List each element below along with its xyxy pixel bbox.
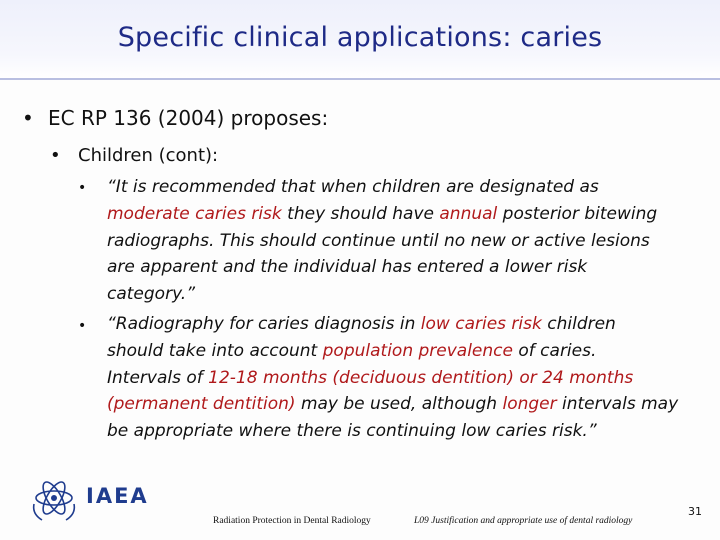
quote-text: they should have: [281, 203, 440, 224]
bullet-text: Children (cont):: [78, 145, 219, 166]
emphasis-text: (permanent dentition): [107, 394, 296, 415]
page-number: 31: [688, 505, 702, 518]
quote-text: may be used, although: [295, 394, 503, 415]
quote-text: are apparent and the individual has entered a lower risk: [107, 257, 588, 278]
title-band: [0, 0, 720, 80]
quote-text: of caries.: [512, 340, 597, 361]
quote-text: “It is recommended that when children are designated as: [107, 177, 599, 197]
quote-recommendation-low-risk: [107, 311, 712, 445]
footer-lesson-title: L09 Justification and appropriate use of dental radiology: [414, 516, 633, 526]
slide-title: Specific clinical applications: caries: [117, 22, 603, 53]
quote-text: “Radiography for caries diagnosis in: [107, 314, 421, 334]
quote-text: children: [541, 314, 616, 334]
quote-line: [107, 311, 712, 338]
quote-line: [107, 201, 712, 228]
emphasis-text: population prevalence: [322, 340, 513, 361]
quote-text: be appropriate where there is continuing low caries risk.”: [107, 421, 597, 442]
emphasis-text: longer: [502, 394, 557, 415]
emphasis-text: moderate caries risk: [107, 203, 282, 224]
quote-text: intervals may: [556, 394, 679, 415]
quote-line: [107, 338, 712, 365]
emphasis-text: annual: [439, 203, 498, 224]
quote-recommendation-moderate-risk: [107, 174, 712, 308]
quote-text: radiographs. This should continue until no new or active lesions: [107, 230, 650, 251]
bullet-marker: •: [78, 180, 87, 196]
footer-course-title: Radiation Protection in Dental Radiology: [213, 516, 371, 526]
quote-line: [107, 391, 712, 418]
bullet-marker: •: [78, 318, 87, 334]
emphasis-text: low caries risk: [420, 314, 542, 334]
quote-text: category.”: [107, 284, 196, 305]
bullet-marker: •: [50, 145, 61, 166]
bullet-marker: •: [22, 106, 34, 130]
iaea-logo: [28, 474, 80, 528]
quote-line: [107, 254, 712, 281]
quote-line: [107, 418, 712, 445]
quote-line: [107, 228, 712, 255]
iaea-atom-logo-icon: [28, 474, 80, 524]
emphasis-text: 12-18 months (deciduous dentition) or 24 months: [208, 367, 634, 388]
bullet-text: EC RP 136 (2004) proposes:: [48, 106, 329, 130]
quote-text: Intervals of: [107, 367, 209, 388]
iaea-logo-text: IAEA: [86, 484, 149, 508]
quote-line: [107, 281, 712, 308]
quote-line: [107, 174, 712, 201]
quote-text: posterior bitewing: [497, 203, 658, 224]
quote-text: should take into account: [107, 340, 323, 361]
quote-line: [107, 365, 712, 392]
